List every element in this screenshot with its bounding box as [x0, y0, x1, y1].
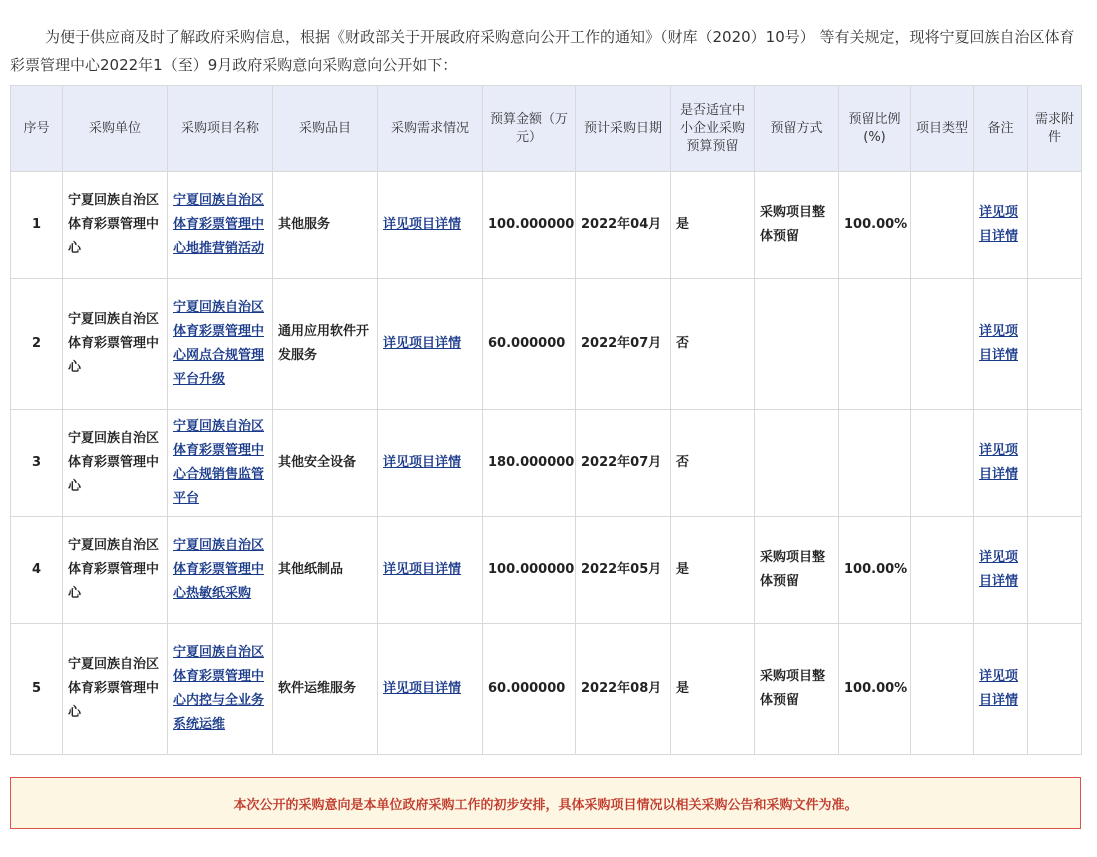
cell-unit: 宁夏回族自治区体育彩票管理中心 — [63, 279, 168, 410]
cell-item: 软件运维服务 — [273, 624, 378, 755]
demand-link[interactable]: 详见项目详情 — [383, 455, 462, 470]
cell-type — [911, 517, 974, 624]
cell-seq: 2 — [11, 279, 63, 410]
header-type: 项目类型 — [911, 86, 974, 172]
header-ratio: 预留比例(%) — [839, 86, 911, 172]
cell-date: 2022年05月 — [576, 517, 671, 624]
cell-method: 采购项目整体预留 — [755, 517, 839, 624]
header-seq: 序号 — [11, 86, 63, 172]
cell-sme: 是 — [671, 624, 755, 755]
cell-type — [911, 279, 974, 410]
cell-item: 其他服务 — [273, 172, 378, 279]
header-demand: 采购需求情况 — [378, 86, 483, 172]
table-header-row — [11, 86, 1082, 172]
header-item: 采购品目 — [273, 86, 378, 172]
cell-seq: 1 — [11, 172, 63, 279]
demand-link[interactable]: 详见项目详情 — [383, 217, 462, 232]
cell-date: 2022年07月 — [576, 279, 671, 410]
table-row — [11, 517, 1082, 624]
header-budget: 预算金额（万元） — [483, 86, 576, 172]
project-link[interactable]: 宁夏回族自治区体育彩票管理中心合规销售监管平台 — [173, 419, 265, 506]
cell-date: 2022年08月 — [576, 624, 671, 755]
project-link[interactable]: 宁夏回族自治区体育彩票管理中心内控与全业务系统运维 — [173, 645, 265, 732]
cell-ratio: 100.00% — [839, 172, 911, 279]
cell-seq: 3 — [11, 410, 63, 517]
intro-paragraph: 为便于供应商及时了解政府采购信息，根据《财政部关于开展政府采购意向公开工作的通知》（财库（2020）10号） 等有关规定，现将宁夏回族自治区体育彩票管理中心2022年1（至）9月政府采购意向采购意向公开如下： — [10, 28, 1075, 74]
cell-sme: 否 — [671, 279, 755, 410]
cell-unit: 宁夏回族自治区体育彩票管理中心 — [63, 517, 168, 624]
cell-method — [755, 410, 839, 517]
cell-method: 采购项目整体预留 — [755, 172, 839, 279]
cell-attach — [1028, 172, 1082, 279]
table-row — [11, 172, 1082, 279]
remark-link[interactable]: 详见项目详情 — [979, 443, 1019, 482]
remark-link[interactable]: 详见项目详情 — [979, 550, 1019, 589]
table-row — [11, 410, 1082, 517]
cell-type — [911, 624, 974, 755]
cell-ratio: 100.00% — [839, 517, 911, 624]
remark-link[interactable]: 详见项目详情 — [979, 324, 1019, 363]
procurement-intention-table — [10, 85, 1082, 755]
cell-type — [911, 172, 974, 279]
cell-seq: 5 — [11, 624, 63, 755]
cell-budget: 100.000000 — [483, 517, 576, 624]
demand-link[interactable]: 详见项目详情 — [383, 681, 462, 696]
cell-sme: 否 — [671, 410, 755, 517]
cell-ratio — [839, 279, 911, 410]
cell-budget: 180.000000 — [483, 410, 576, 517]
cell-unit: 宁夏回族自治区体育彩票管理中心 — [63, 624, 168, 755]
cell-unit: 宁夏回族自治区体育彩票管理中心 — [63, 410, 168, 517]
table-row — [11, 279, 1082, 410]
notice-box — [10, 777, 1081, 829]
cell-method — [755, 279, 839, 410]
project-link[interactable]: 宁夏回族自治区体育彩票管理中心地推营销活动 — [173, 193, 265, 256]
cell-attach — [1028, 410, 1082, 517]
cell-budget: 100.000000 — [483, 172, 576, 279]
header-date: 预计采购日期 — [576, 86, 671, 172]
cell-unit: 宁夏回族自治区体育彩票管理中心 — [63, 172, 168, 279]
header-method: 预留方式 — [755, 86, 839, 172]
header-attach: 需求附件 — [1028, 86, 1082, 172]
cell-method: 采购项目整体预留 — [755, 624, 839, 755]
project-link[interactable]: 宁夏回族自治区体育彩票管理中心网点合规管理平台升级 — [173, 300, 265, 387]
cell-budget: 60.000000 — [483, 279, 576, 410]
cell-sme: 是 — [671, 172, 755, 279]
project-link[interactable]: 宁夏回族自治区体育彩票管理中心热敏纸采购 — [173, 538, 265, 601]
cell-item: 其他安全设备 — [273, 410, 378, 517]
cell-type — [911, 410, 974, 517]
demand-link[interactable]: 详见项目详情 — [383, 562, 462, 577]
cell-ratio: 100.00% — [839, 624, 911, 755]
cell-date: 2022年07月 — [576, 410, 671, 517]
header-sme: 是否适宜中小企业采购预算预留 — [671, 86, 755, 172]
remark-link[interactable]: 详见项目详情 — [979, 669, 1019, 708]
notice-text: 本次公开的采购意向是本单位政府采购工作的初步安排，具体采购项目情况以相关采购公告和采购文件为准。 — [233, 797, 858, 813]
cell-attach — [1028, 517, 1082, 624]
header-remark: 备注 — [974, 86, 1028, 172]
cell-date: 2022年04月 — [576, 172, 671, 279]
cell-seq: 4 — [11, 517, 63, 624]
remark-link[interactable]: 详见项目详情 — [979, 205, 1019, 244]
cell-item: 其他纸制品 — [273, 517, 378, 624]
cell-budget: 60.000000 — [483, 624, 576, 755]
cell-attach — [1028, 624, 1082, 755]
table-row — [11, 624, 1082, 755]
cell-ratio — [839, 410, 911, 517]
header-unit: 采购单位 — [63, 86, 168, 172]
cell-item: 通用应用软件开发服务 — [273, 279, 378, 410]
header-project: 采购项目名称 — [168, 86, 273, 172]
cell-attach — [1028, 279, 1082, 410]
demand-link[interactable]: 详见项目详情 — [383, 336, 462, 351]
cell-sme: 是 — [671, 517, 755, 624]
